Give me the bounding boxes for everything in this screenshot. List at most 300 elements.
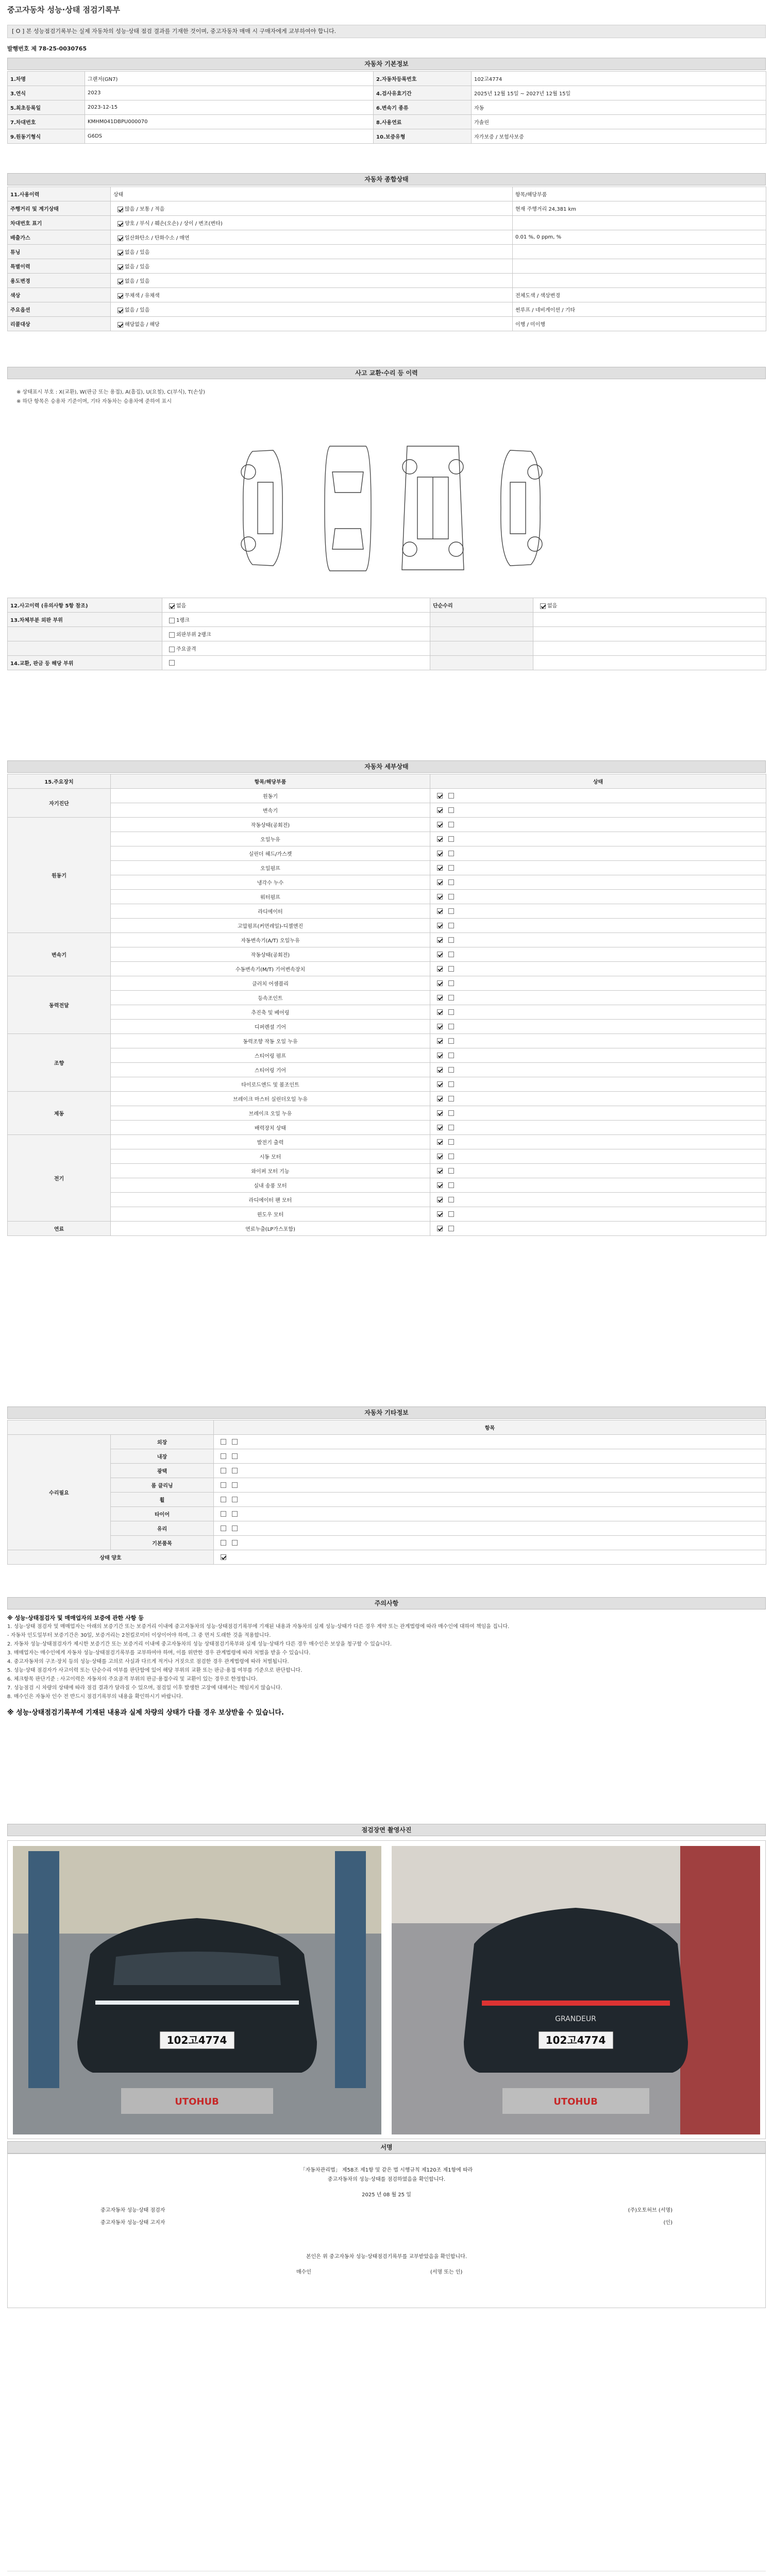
checkbox[interactable]: [117, 221, 123, 227]
overall-note: [513, 245, 766, 259]
checkbox[interactable]: [437, 879, 443, 885]
repair-label-2: [430, 656, 533, 670]
detail-row: [8, 1178, 766, 1193]
checkbox[interactable]: [221, 1511, 226, 1517]
detail-item: 스티어링 기어: [111, 1063, 430, 1077]
detail-group: 연료: [8, 1222, 111, 1236]
checkbox[interactable]: [448, 937, 454, 943]
repair-row: [8, 598, 766, 613]
detail-row: [8, 1222, 766, 1236]
overall-state: [111, 259, 513, 274]
checkbox[interactable]: [437, 1197, 443, 1202]
extra-state: [214, 1493, 766, 1507]
overall-state-text: 없음 / 있음: [125, 308, 150, 313]
basic-label-2: 8.사용연료: [374, 115, 472, 129]
caution-final: ※ 성능·상태점검기록부에 기재된 내용과 실제 차량의 상태가 다를 경우 보상받을 수 있습니다.: [7, 1709, 284, 1717]
extra-item: 휠: [111, 1493, 214, 1507]
overall-label: 색상: [8, 288, 111, 302]
sign-receive-3: (서명 또는 인): [430, 2269, 463, 2275]
repair-legend-2: ※ 하단 항목은 승용차 기준이며, 기타 자동차는 승용차에 준하여 표시: [16, 399, 172, 404]
overall-row: [8, 201, 766, 216]
checkbox[interactable]: [232, 1482, 238, 1488]
overall-state: [111, 187, 513, 201]
repair-label-2: 단순수리: [430, 598, 533, 613]
repair-label: [8, 627, 162, 641]
extra-item: 외장: [111, 1435, 214, 1449]
checkbox[interactable]: [448, 966, 454, 972]
checkbox[interactable]: [437, 1125, 443, 1130]
checkbox[interactable]: [437, 1053, 443, 1058]
extra-bottom-state: [214, 1550, 766, 1565]
checkbox[interactable]: [232, 1453, 238, 1459]
checkbox[interactable]: [437, 1226, 443, 1231]
sign-block: [7, 2154, 766, 2308]
overall-state-text: 양호 / 부식 / 훼손(오손) / 상이 / 변조(변타): [125, 221, 223, 227]
repair-value: [162, 598, 430, 613]
detail-item: 등속조인트: [111, 991, 430, 1005]
detail-item: 오일펌프: [111, 861, 430, 875]
checkbox[interactable]: [117, 322, 123, 328]
basic-value-2: 2025년 12월 15일 ~ 2027년 12월 15일: [472, 86, 766, 100]
basic-row: [8, 86, 766, 100]
repair-label: 12.사고이력 (유의사항 5항 참조): [8, 598, 162, 613]
caution-line: 5. 성능·상태 점검자가 사고이력 또는 단순수리 여부를 판단함에 있어 해당 부위의 교환 또는 판금·용접 여부를 기준으로 판단합니다.: [7, 1668, 303, 1673]
detail-item: 브레이크 오일 누유: [111, 1106, 430, 1121]
car-diagram: [222, 431, 551, 585]
repair-value-2: [533, 598, 766, 613]
detail-group: 변속기: [8, 933, 111, 976]
detail-row: [8, 1063, 766, 1077]
checkbox[interactable]: [448, 908, 454, 914]
front-photo: [13, 1846, 381, 2134]
detail-state: [430, 1178, 766, 1193]
caution-warning: ※ 성능·상태점검자 및 매매업자의 보증에 관한 사항 등: [7, 1615, 144, 1621]
checkbox[interactable]: [448, 1168, 454, 1174]
checkbox[interactable]: [117, 264, 123, 270]
extra-item: 광택: [111, 1464, 214, 1478]
checkbox[interactable]: [448, 879, 454, 885]
basic-label-2: 4.검사유효기간: [374, 86, 472, 100]
extra-state: [214, 1449, 766, 1464]
checkbox[interactable]: [448, 1024, 454, 1029]
detail-state: [430, 976, 766, 991]
basic-info-table: [7, 71, 766, 144]
overall-state-text: 해당없음 / 해당: [125, 322, 160, 328]
extra-table: [7, 1420, 766, 1565]
overall-state: [111, 302, 513, 317]
checkbox[interactable]: [169, 603, 175, 609]
detail-item: 라디에이터 팬 모터: [111, 1193, 430, 1207]
detail-state: [430, 1048, 766, 1063]
car-outline-icon: [222, 431, 551, 585]
detail-group: 전기: [8, 1135, 111, 1222]
repair-value-text: 외판부위 2랭크: [176, 632, 211, 638]
checkbox[interactable]: [221, 1526, 226, 1531]
checkbox[interactable]: [437, 1182, 443, 1188]
checkbox[interactable]: [437, 1110, 443, 1116]
detail-state: [430, 818, 766, 832]
detail-row: [8, 1005, 766, 1020]
basic-label: 1.차명: [8, 72, 85, 86]
checkbox[interactable]: [448, 836, 454, 842]
overall-label: 배출가스: [8, 230, 111, 245]
checkbox[interactable]: [232, 1497, 238, 1502]
extra-item: 내장: [111, 1449, 214, 1464]
detail-state: [430, 1222, 766, 1236]
basic-value: 2023: [85, 86, 374, 100]
checkbox[interactable]: [437, 980, 443, 986]
overall-note: 전체도색 / 색상변경: [513, 288, 766, 302]
rear-model: GRANDEUR: [555, 2015, 596, 2023]
detail-item: 추진축 및 베어링: [111, 1005, 430, 1020]
extra-row: [8, 1435, 766, 1449]
checkbox[interactable]: [221, 1482, 226, 1488]
checkbox[interactable]: [448, 1154, 454, 1159]
section-extra-heading: 자동차 기타정보: [7, 1406, 766, 1419]
checkbox[interactable]: [117, 279, 123, 284]
checkbox[interactable]: [448, 1211, 454, 1217]
checkbox[interactable]: [437, 937, 443, 943]
detail-group: 자기진단: [8, 789, 111, 818]
checkbox[interactable]: [437, 995, 443, 1001]
checkbox[interactable]: [221, 1439, 226, 1445]
detail-state: [430, 1106, 766, 1121]
checkbox[interactable]: [221, 1453, 226, 1459]
checkbox[interactable]: [232, 1526, 238, 1531]
overall-row: [8, 317, 766, 331]
repair-label-2: [430, 627, 533, 641]
checkbox[interactable]: [117, 207, 123, 212]
checkbox[interactable]: [448, 822, 454, 827]
section-caution-heading: 주의사항: [7, 1597, 766, 1609]
detail-state: [430, 1034, 766, 1048]
detail-head-1: 15.주요장치: [8, 774, 111, 789]
caution-notes: [7, 1614, 766, 1717]
sign-text-1: 「자동차관리법」 제58조 제1항 및 같은 법 시행규칙 제120조 제1항에 따라: [300, 2167, 473, 2173]
checkbox[interactable]: [448, 1139, 454, 1145]
checkbox[interactable]: [448, 851, 454, 856]
checkbox[interactable]: [169, 618, 175, 623]
detail-row: [8, 832, 766, 846]
detail-row: [8, 947, 766, 962]
detail-row: [8, 991, 766, 1005]
checkbox[interactable]: [437, 1168, 443, 1174]
detail-state: [430, 1092, 766, 1106]
overall-row: [8, 288, 766, 302]
basic-row: [8, 129, 766, 144]
checkbox[interactable]: [437, 851, 443, 856]
repair-row: [8, 656, 766, 670]
checkbox[interactable]: [437, 1067, 443, 1073]
detail-state: [430, 890, 766, 904]
caution-line: 2. 자동차 성능·상태점검자가 제시한 보증기간 또는 보증거리 이내에 중고자동차의 성능 상태점검기록부와 실제 성능·상태가 다른 경우 매수인은 보상을 청구할 수 있습니다.: [7, 1641, 392, 1647]
basic-label: 3.연식: [8, 86, 85, 100]
checkbox[interactable]: [437, 1211, 443, 1217]
detail-state: [430, 1193, 766, 1207]
repair-row: [8, 627, 766, 641]
overall-note: 썬루프 / 네비게이션 / 기타: [513, 302, 766, 317]
caution-line: 4. 중고자동차의 구조·장치 등의 성능·상태를 고의로 사실과 다르게 적거나 거짓으로 점검한 경우 관계법령에 따라 처벌됩니다.: [7, 1659, 289, 1665]
checkbox[interactable]: [437, 836, 443, 842]
checkbox[interactable]: [448, 1067, 454, 1073]
front-plate: 102고4774: [166, 2034, 227, 2046]
detail-item: 실린더 헤드/가스켓: [111, 846, 430, 861]
section-basic-heading: 자동차 기본정보: [7, 58, 766, 70]
detail-item: 발전기 출력: [111, 1135, 430, 1149]
checkbox[interactable]: [437, 952, 443, 957]
checkbox[interactable]: [169, 647, 175, 652]
detail-row: [8, 1106, 766, 1121]
caution-line: - 자동차 인도일부터 보증기간은 30일, 보증거리는 2천킬로미터 이상이어야 하며, 그 중 먼저 도래한 것을 적용합니다.: [7, 1633, 271, 1638]
checkbox[interactable]: [448, 923, 454, 928]
overall-label: 11.사용이력: [8, 187, 111, 201]
caution-line: 7. 성능점검 시 차량의 상태에 따라 점검 결과가 달라질 수 있으며, 점검일 이후 발생한 고장에 대해서는 책임지지 않습니다.: [7, 1685, 282, 1691]
checkbox[interactable]: [448, 865, 454, 871]
detail-row: [8, 875, 766, 890]
overall-state: [111, 230, 513, 245]
detail-item: 워터펌프: [111, 890, 430, 904]
extra-row: [8, 1493, 766, 1507]
checkbox[interactable]: [437, 865, 443, 871]
basic-value: KMHM041DBPU000070: [85, 115, 374, 129]
overall-state-text: 일산화탄소 / 탄화수소 / 매연: [125, 235, 190, 241]
checkbox[interactable]: [232, 1439, 238, 1445]
extra-item: 타이어: [111, 1507, 214, 1521]
detail-item: 스티어링 펌프: [111, 1048, 430, 1063]
basic-value: G6DS: [85, 129, 374, 144]
detail-row: [8, 890, 766, 904]
checkbox[interactable]: [448, 807, 454, 813]
detail-row: [8, 1164, 766, 1178]
detail-item: 클러치 어셈블리: [111, 976, 430, 991]
detail-state: [430, 789, 766, 803]
checkbox[interactable]: [232, 1511, 238, 1517]
repair-row: [8, 613, 766, 627]
extra-group: 수리필요: [8, 1435, 111, 1550]
detail-state: [430, 832, 766, 846]
detail-row: [8, 846, 766, 861]
detail-state: [430, 1005, 766, 1020]
section-detail-heading: 자동차 세부상태: [7, 760, 766, 773]
overall-note: 현재 주행거리 24,381 km: [513, 201, 766, 216]
checkbox[interactable]: [437, 1154, 443, 1159]
basic-value: 그랜저(GN7): [85, 72, 374, 86]
checkbox[interactable]: [437, 1139, 443, 1145]
overall-state: [111, 274, 513, 288]
checkbox[interactable]: [448, 1110, 454, 1116]
overall-label: 리콜대상: [8, 317, 111, 331]
overall-state-text: 상태: [113, 192, 124, 198]
checkbox[interactable]: [221, 1497, 226, 1502]
checkbox[interactable]: [169, 632, 175, 638]
repair-row: [8, 641, 766, 656]
repair-value-2: [533, 641, 766, 656]
checkbox[interactable]: [448, 1053, 454, 1058]
checkbox[interactable]: [540, 603, 546, 609]
checkbox[interactable]: [437, 1096, 443, 1101]
checkbox[interactable]: [437, 1009, 443, 1015]
checkbox[interactable]: [448, 1096, 454, 1101]
overall-state-text: 많음 / 보통 / 적음: [125, 207, 165, 212]
detail-item: 와이퍼 모터 기능: [111, 1164, 430, 1178]
checkbox[interactable]: [232, 1540, 238, 1546]
repair-value-2: [533, 627, 766, 641]
overall-row: [8, 274, 766, 288]
overall-state: [111, 317, 513, 331]
checkbox[interactable]: [437, 793, 443, 799]
detail-item: 디퍼렌셜 기어: [111, 1020, 430, 1034]
overall-row: [8, 302, 766, 317]
detail-state: [430, 1077, 766, 1092]
extra-item: 기본품목: [111, 1536, 214, 1550]
detail-table: [7, 774, 766, 1236]
section-repair-heading: 사고 교환·수리 등 이력: [7, 367, 766, 379]
overall-label: 용도변경: [8, 274, 111, 288]
repair-value-2-text: 없음: [547, 603, 558, 609]
caution-line: 1. 성능·상태 점검자 및 매매업자는 아래의 보증기간 또는 보증거리 이내에 중고자동차의 성능·상태점검기록부에 기재된 내용과 자동차의 실제 성능·상태가 다른 경우 계약 또는 관계법령에 따라 매수인에 대하여 책임을 집니다.: [7, 1624, 510, 1630]
checkbox[interactable]: [437, 807, 443, 813]
detail-row: [8, 919, 766, 933]
checkbox[interactable]: [169, 660, 175, 666]
rear-plate: 102고4774: [545, 2034, 606, 2046]
detail-state: [430, 875, 766, 890]
detail-item: 시동 모터: [111, 1149, 430, 1164]
caution-line: 6. 체크항목 판단기준 : 사고이력은 자동차의 주요골격 부위의 판금·용접수리 및 교환이 있는 경우로 한정합니다.: [7, 1676, 258, 1682]
overall-label: 튜닝: [8, 245, 111, 259]
detail-row: [8, 861, 766, 875]
repair-value: [162, 656, 430, 670]
extra-state: [214, 1536, 766, 1550]
detail-item: 수동변속기(M/T) 기어변속장치: [111, 962, 430, 976]
overall-state: [111, 216, 513, 230]
caution-line: 3. 매매업자는 매수인에게 자동차 성능·상태점검기록부를 교부하여야 하며, 이를 위반한 경우 관계법령에 따라 처벌을 받을 수 있습니다.: [7, 1650, 311, 1656]
detail-state: [430, 1020, 766, 1034]
checkbox[interactable]: [117, 308, 123, 313]
detail-item: 윈도우 모터: [111, 1207, 430, 1222]
checkbox[interactable]: [448, 1038, 454, 1044]
detail-group: 조향: [8, 1034, 111, 1092]
overall-label: 차대번호 표기: [8, 216, 111, 230]
checkbox[interactable]: [448, 980, 454, 986]
checkbox[interactable]: [117, 293, 123, 299]
overall-state: [111, 288, 513, 302]
checkbox[interactable]: [448, 894, 454, 900]
checkbox[interactable]: [117, 235, 123, 241]
detail-row: [8, 976, 766, 991]
repair-label-2: [430, 641, 533, 656]
checkbox[interactable]: [437, 894, 443, 900]
checkbox[interactable]: [221, 1554, 226, 1560]
basic-value-2: 102고4774: [472, 72, 766, 86]
inspection-photos: [7, 1840, 766, 2139]
detail-row: [8, 1135, 766, 1149]
overall-row: [8, 216, 766, 230]
extra-state: [214, 1507, 766, 1521]
checkbox[interactable]: [117, 250, 123, 256]
extra-item: 유리: [111, 1521, 214, 1536]
detail-group: 제동: [8, 1092, 111, 1135]
overall-note: [513, 274, 766, 288]
checkbox[interactable]: [448, 1081, 454, 1087]
checkbox[interactable]: [448, 793, 454, 799]
checkbox[interactable]: [448, 1182, 454, 1188]
checkbox[interactable]: [448, 1125, 454, 1130]
detail-row: [8, 1077, 766, 1092]
checkbox[interactable]: [448, 1226, 454, 1231]
detail-row: [8, 1121, 766, 1135]
basic-value: 2023-12-15: [85, 100, 374, 115]
checkbox[interactable]: [221, 1468, 226, 1473]
repair-value-text: 1랭크: [176, 618, 190, 623]
checkbox[interactable]: [437, 822, 443, 827]
overall-note: 항목/해당부품: [513, 187, 766, 201]
detail-row: [8, 962, 766, 976]
detail-row: [8, 818, 766, 832]
detail-group: 원동기: [8, 818, 111, 933]
checkbox[interactable]: [221, 1540, 226, 1546]
detail-state: [430, 1063, 766, 1077]
basic-value-2: 가솔린: [472, 115, 766, 129]
detail-row: [8, 803, 766, 818]
extra-head-row: [8, 1420, 766, 1435]
repair-label: [8, 641, 162, 656]
detail-row: [8, 933, 766, 947]
sign-inspector-label: 중고자동차 성능·상태 점검자: [100, 2208, 165, 2213]
overall-row: [8, 259, 766, 274]
checkbox[interactable]: [448, 952, 454, 957]
repair-legend-1: ※ 상태표시 부호 : X(교환), W(판금 또는 용접), A(흠집), U(요철), C(부식), T(손상): [16, 389, 205, 395]
repair-label: 14.교환, 판금 등 해당 부위: [8, 656, 162, 670]
extra-state: [214, 1521, 766, 1536]
sign-dealer-name: (인): [663, 2220, 673, 2226]
basic-label: 9.원동기형식: [8, 129, 85, 144]
overall-label: 주행거리 및 계기상태: [8, 201, 111, 216]
basic-row: [8, 115, 766, 129]
checkbox[interactable]: [448, 995, 454, 1001]
overall-row: [8, 245, 766, 259]
checkbox[interactable]: [437, 1024, 443, 1029]
checkbox[interactable]: [437, 1081, 443, 1087]
rear-photo: [392, 1846, 760, 2134]
detail-row: [8, 1092, 766, 1106]
extra-state: [214, 1435, 766, 1449]
basic-label-2: 2.자동차등록번호: [374, 72, 472, 86]
overall-state: [111, 245, 513, 259]
overall-state-text: 없음 / 있음: [125, 279, 150, 284]
checkbox[interactable]: [437, 923, 443, 928]
checkbox[interactable]: [437, 966, 443, 972]
detail-state: [430, 1149, 766, 1164]
overall-label: 주요옵션: [8, 302, 111, 317]
detail-item: 자동변속기(A/T) 오일누유: [111, 933, 430, 947]
checkbox[interactable]: [232, 1468, 238, 1473]
detail-item: 오일누유: [111, 832, 430, 846]
checkbox[interactable]: [448, 1009, 454, 1015]
detail-state: [430, 919, 766, 933]
detail-head-2: 항목/해당부품: [111, 774, 430, 789]
notice-banner: [ O ] 본 성능점검기록부는 실제 자동차의 성능·상태 점검 결과를 기재한 것이며, 중고자동차 매매 시 구매자에게 교부하여야 합니다.: [7, 25, 766, 38]
checkbox[interactable]: [437, 1038, 443, 1044]
repair-table: [7, 598, 766, 670]
checkbox[interactable]: [437, 908, 443, 914]
overall-state-text: 없음 / 있음: [125, 264, 150, 270]
basic-value-2: 자동: [472, 100, 766, 115]
checkbox[interactable]: [448, 1197, 454, 1202]
basic-label: 7.차대번호: [8, 115, 85, 129]
repair-value: [162, 641, 430, 656]
detail-state: [430, 933, 766, 947]
extra-row: [8, 1464, 766, 1478]
